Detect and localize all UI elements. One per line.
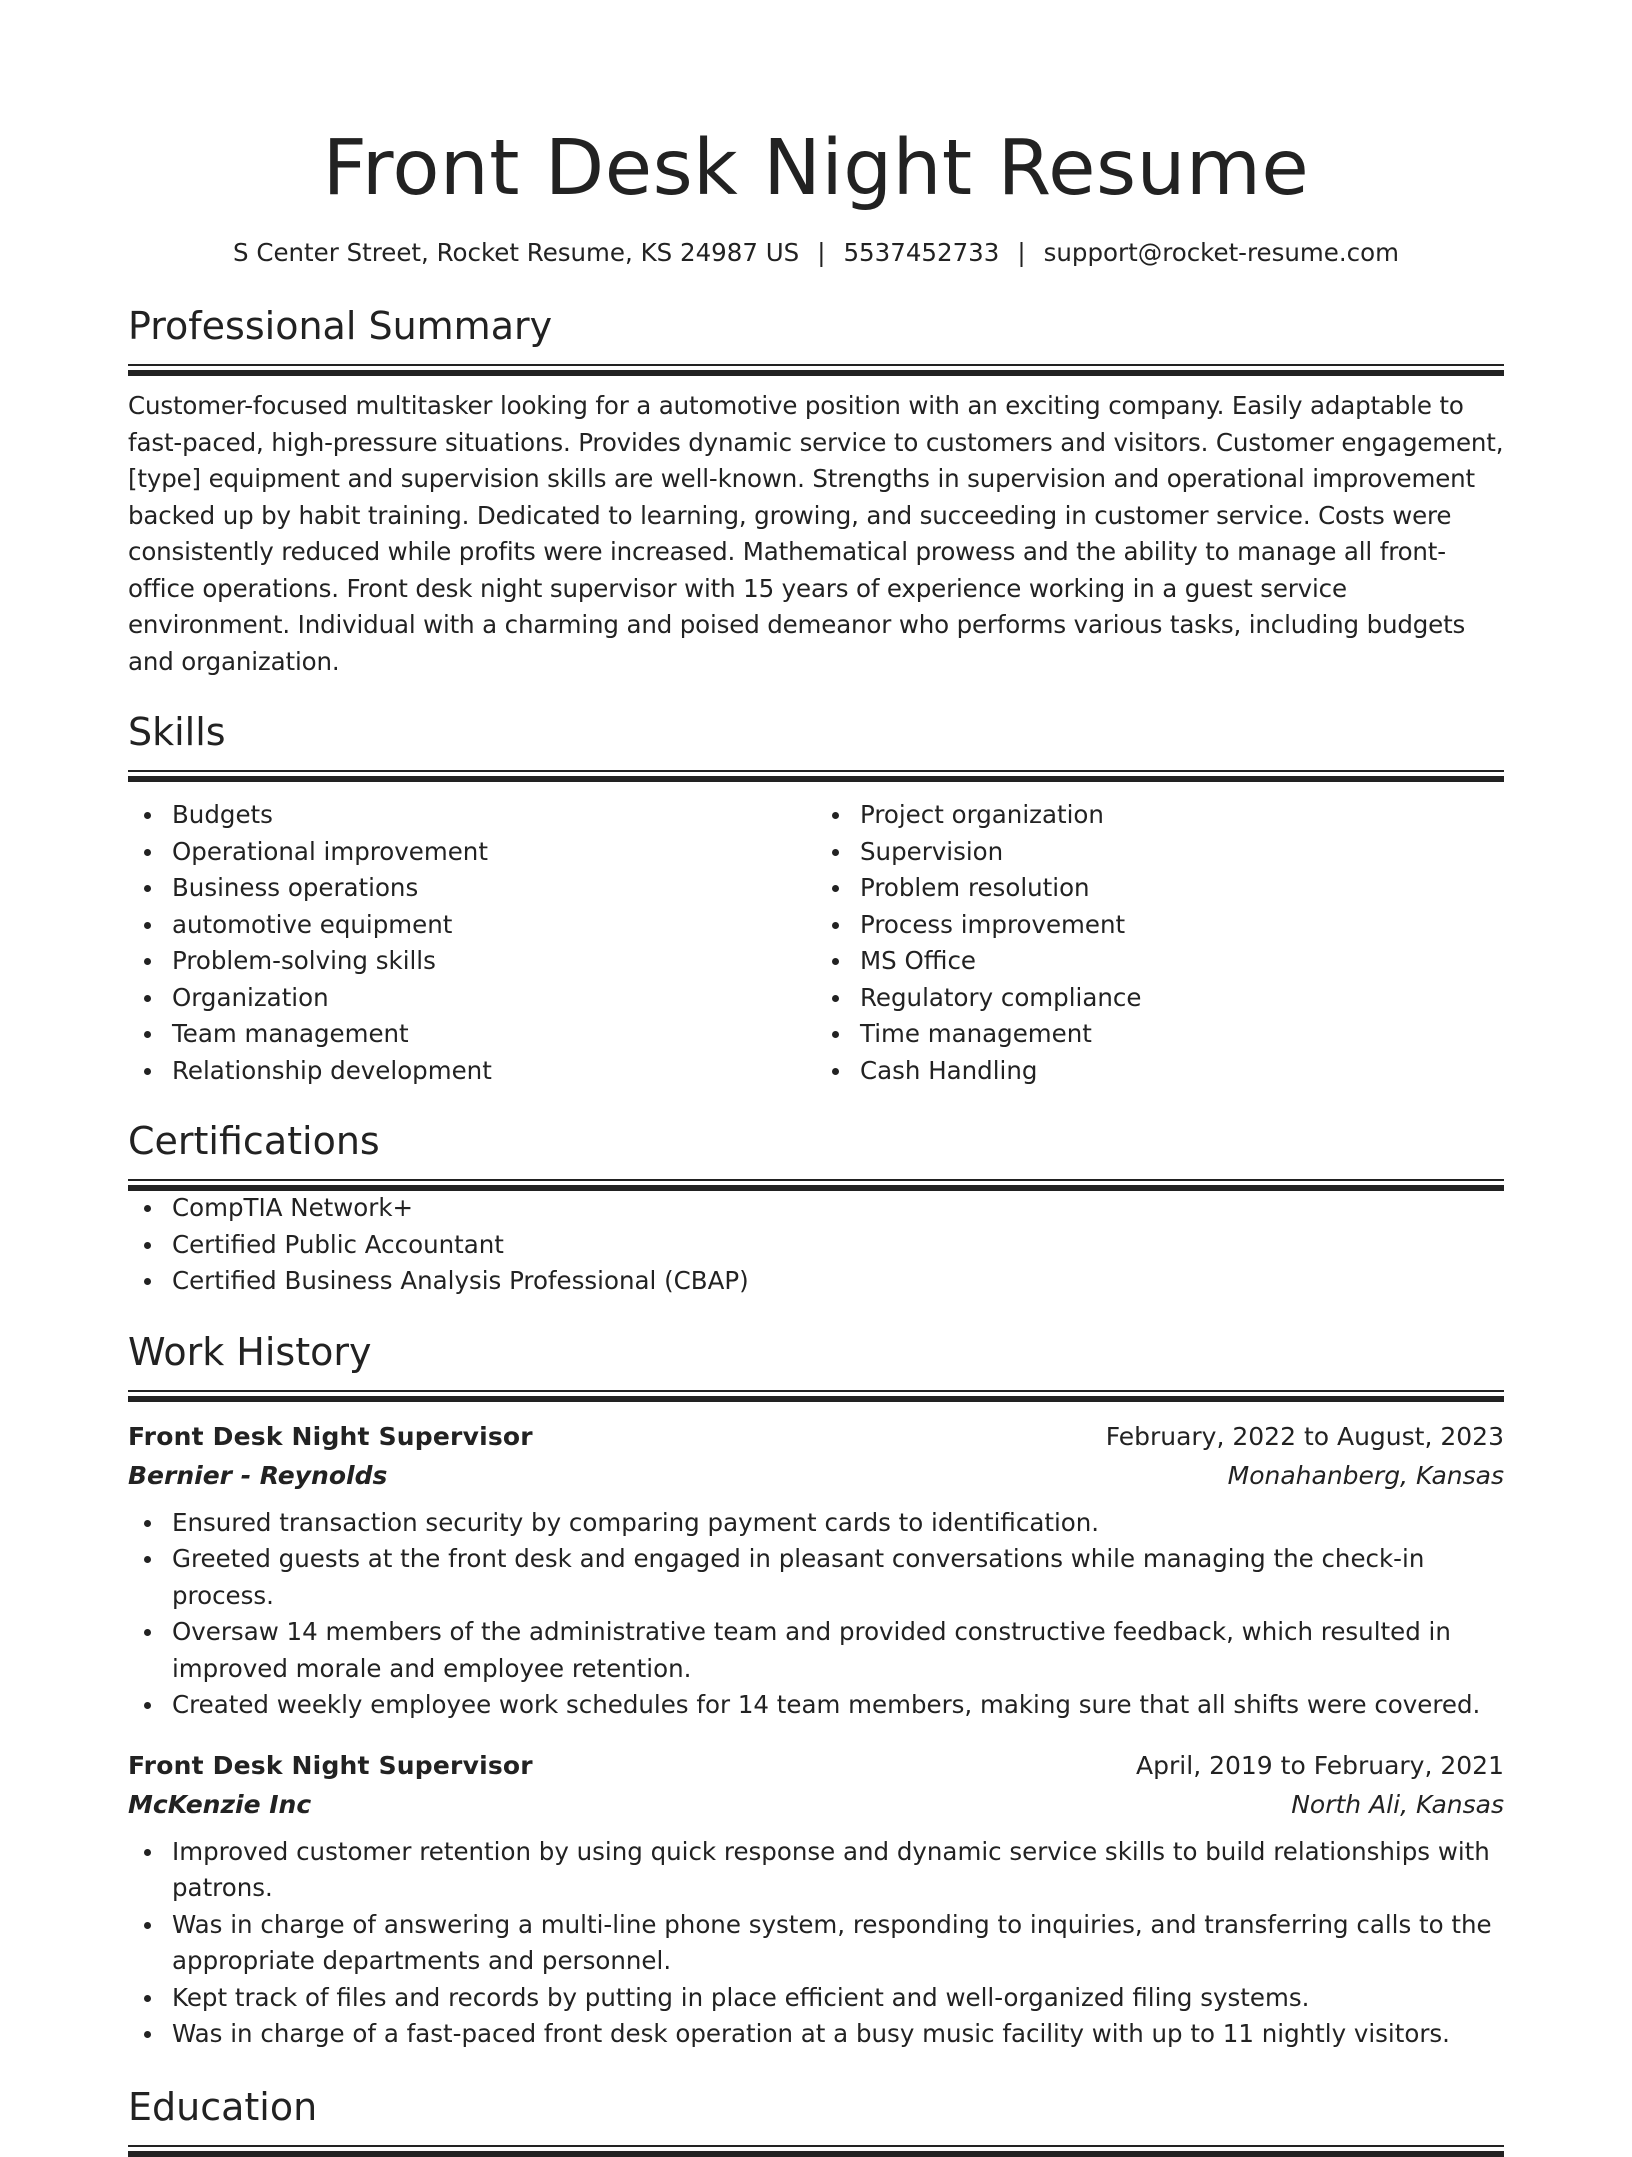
skill-item: MS Office: [816, 943, 1504, 980]
job-company-row: [128, 1785, 1504, 1824]
section-title-work-history: Work History: [128, 1329, 372, 1374]
job-entry: [128, 1417, 1504, 1724]
job-dates: February, 2022 to August, 2023: [1105, 1421, 1504, 1451]
resume-header: [128, 0, 1504, 270]
skills-list-left: [128, 797, 816, 1089]
job-bullet: Greeted guests at the front desk and engaged in pleasant conversations while managing the check-in process.: [128, 1541, 1504, 1614]
section-divider: [128, 364, 1504, 375]
certification-item: Certified Public Accountant: [128, 1227, 1504, 1264]
job-bullet: Was in charge of answering a multi-line phone system, responding to inquiries, and transferring calls to the appropriate departments and personnel.: [128, 1907, 1504, 1980]
contact-phone: 5537452733: [843, 238, 1000, 267]
job-dates: April, 2019 to February, 2021: [1136, 1750, 1504, 1780]
section-divider: [128, 2145, 1504, 2156]
skill-item: Project organization: [816, 797, 1504, 834]
job-bullet: Kept track of files and records by putting in place efficient and well-organized filing systems.: [128, 1980, 1504, 2017]
job-company: Bernier - Reynolds: [128, 1460, 388, 1490]
skill-item: Operational improvement: [128, 834, 816, 871]
section-title-summary: Professional Summary: [128, 304, 553, 348]
job-bullets: [128, 1505, 1504, 1724]
job-location: North Ali, Kansas: [1291, 1789, 1504, 1819]
job-bullets: [128, 1834, 1504, 2053]
resume-title: Front Desk Night Resume: [322, 124, 1310, 213]
section-divider: [128, 1390, 1504, 1401]
job-bullet: Created weekly employee work schedules for 14 team members, making sure that all shifts were covered.: [128, 1687, 1504, 1724]
job-title-row: [128, 1417, 1504, 1456]
contact-separator: |: [1017, 238, 1026, 267]
skills-list-right: [816, 797, 1504, 1089]
skill-item: Problem-solving skills: [128, 943, 816, 980]
section-title-skills: Skills: [128, 710, 226, 754]
skills-section: [128, 706, 1504, 1089]
contact-email: support@rocket-resume.com: [1043, 238, 1399, 267]
work-history-section: [128, 1326, 1504, 2053]
professional-summary-section: [128, 300, 1504, 680]
job-title: Front Desk Night Supervisor: [128, 1750, 533, 1780]
job-company: McKenzie Inc: [128, 1789, 312, 1819]
skill-item: Process improvement: [816, 907, 1504, 944]
skill-item: Budgets: [128, 797, 816, 834]
skill-item: Organization: [128, 980, 816, 1017]
education-section: [128, 2081, 1504, 2156]
section-title-certifications: Certifications: [128, 1119, 380, 1163]
skill-item: Supervision: [816, 834, 1504, 871]
certifications-section: [128, 1115, 1504, 1300]
certification-item: Certified Business Analysis Professional (CBAP): [128, 1263, 1504, 1300]
job-bullet: Oversaw 14 members of the administrative team and provided constructive feedback, which resulted in improved morale and employee retention.: [128, 1614, 1504, 1687]
certifications-list: [128, 1190, 1504, 1300]
job-company-row: [128, 1456, 1504, 1495]
skill-item: Business operations: [128, 870, 816, 907]
job-entry: [128, 1746, 1504, 2053]
skill-item: Time management: [816, 1016, 1504, 1053]
contact-line: [128, 236, 1504, 270]
skill-item: Problem resolution: [816, 870, 1504, 907]
job-bullet: Ensured transaction security by comparing payment cards to identification.: [128, 1505, 1504, 1542]
skill-item: Regulatory compliance: [816, 980, 1504, 1017]
skills-grid: [128, 797, 1504, 1089]
job-bullet: Was in charge of a fast-paced front desk operation at a busy music facility with up to 11 nightly visitors.: [128, 2016, 1504, 2053]
section-divider: [128, 770, 1504, 781]
skill-item: automotive equipment: [128, 907, 816, 944]
job-bullet: Improved customer retention by using quick response and dynamic service skills to build relationships with patrons.: [128, 1834, 1504, 1907]
job-title: Front Desk Night Supervisor: [128, 1421, 533, 1451]
contact-address: S Center Street, Rocket Resume, KS 24987 US: [233, 238, 800, 267]
contact-separator: |: [817, 238, 826, 267]
skill-item: Team management: [128, 1016, 816, 1053]
section-divider: [128, 1179, 1504, 1190]
summary-text: Customer-focused multitasker looking for a automotive position with an exciting company. Easily adaptable to fast-paced, high-pressure situations. Provides dynamic service to customers and visitors. Customer engagement, [type] equipment and supervision skills are well-known. Strengths in supervision and operational improvement backed up by habit training. Dedicated to learning, growing, and succeeding in customer service. Costs were consistently reduced while profits were increased. Mathematical prowess and the ability to manage all front-office operations. Front desk night supervisor with 15 years of experience working in a guest service environment. Individual with a charming and poised demeanor who performs various tasks, including budgets and organization.: [128, 391, 1504, 676]
job-location: Monahanberg, Kansas: [1227, 1460, 1504, 1490]
section-title-education: Education: [128, 2084, 318, 2129]
certification-item: CompTIA Network+: [128, 1190, 1504, 1227]
skill-item: Relationship development: [128, 1053, 816, 1090]
job-title-row: [128, 1746, 1504, 1785]
skill-item: Cash Handling: [816, 1053, 1504, 1090]
